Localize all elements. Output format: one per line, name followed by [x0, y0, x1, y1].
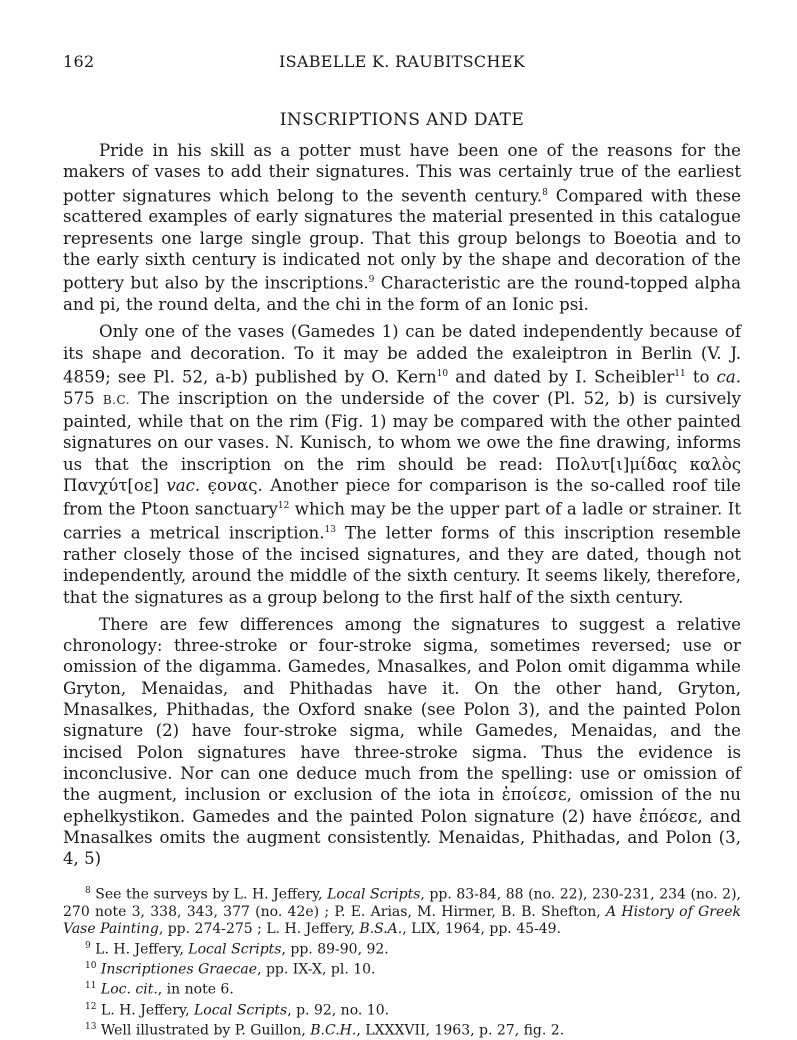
text-run: Pride in his skill as a potter must have been one of the reasons for the makers of vases to add their signatures. This was certainly true of the earliest potter signatures which belong to the seventh century.	[63, 141, 741, 206]
footnote-marker: 12	[277, 501, 290, 512]
italic-text: B.S.A.	[359, 920, 403, 937]
paragraph-2	[63, 321, 741, 607]
footnote-10	[63, 958, 741, 978]
text-run: Only one of the vases (Gamedes 1) can be dated independently because of its shape and decoration. To it may be added the exaleiptron in Berlin (V. J. 4859; see Pl. 52, a-b) published by O. Kern	[63, 322, 741, 387]
header-author: ISABELLE K. RAUBITSCHEK	[279, 52, 525, 71]
text-run: , LXXXVII, 1963, p. 27, fig. 2.	[356, 1022, 565, 1039]
running-header	[63, 52, 741, 76]
text-run: , pp. 89-90, 92.	[281, 941, 389, 958]
footnote-marker: 12	[85, 1001, 97, 1012]
small-caps-text: B.C.	[102, 392, 131, 407]
italic-text: A History of Greek Vase Painting	[63, 903, 741, 937]
footnote-marker: 10	[85, 960, 97, 971]
text-run: , pp. 83-84, 88 (no. 22), 230-231, 234 (no. 2), 270 note 3, 338, 343, 377 (no. 42e) ; P. E. Arias, M. Hirmer, B. B. Shefton,	[63, 887, 741, 920]
section-title: INSCRIPTIONS AND DATE	[279, 110, 525, 130]
text-run: , p. 92, no. 10.	[287, 1002, 390, 1019]
footnote-marker: 13	[324, 525, 336, 536]
paragraph-1	[63, 140, 741, 315]
footnote-marker: 8	[85, 886, 91, 897]
footnote-11	[63, 978, 741, 998]
greek-text: ϵ̣ονας.	[207, 476, 263, 496]
text-run: to	[685, 367, 717, 387]
greek-text: ἐπόεσε	[639, 806, 698, 826]
paragraph-3	[63, 614, 741, 870]
text-run	[200, 476, 207, 495]
footnote-9	[63, 938, 741, 958]
greek-text: Πολυτ[ι]μίδας καλὸς Παvχύτ[οε]	[63, 454, 742, 496]
footnote-marker: 13	[85, 1022, 97, 1033]
document-page	[63, 52, 741, 1040]
text-run: , and Mnasalkes omits the augment consistently. Menaidas, Phithadas, and Polon (3, 4, 5)	[63, 806, 741, 869]
text-run: , in note 6.	[157, 982, 234, 999]
text-run: Another piece for comparison is the so-called roof tile from the Ptoon sanctuary	[63, 476, 741, 519]
text-run: which may be the upper part of a ladle or strainer. It carries a metrical inscription.	[63, 499, 741, 543]
text-run: , LIX, 1964, pp. 45-49.	[402, 920, 562, 937]
body-text	[63, 140, 741, 869]
text-run: , omission of the nu ephelkystikon. Gamedes and the painted Polon signature (2) have	[63, 785, 741, 826]
footnote-marker: 9	[85, 940, 91, 951]
footnote-marker: 8	[542, 187, 548, 198]
text-run: L. H. Jeffery,	[90, 941, 189, 958]
footnote-marker: 11	[674, 369, 686, 380]
text-run: 575	[63, 388, 103, 408]
text-run: Well illustrated by P. Guillon,	[96, 1022, 311, 1039]
footnote-marker: 10	[436, 369, 449, 380]
footnote-8	[63, 883, 741, 937]
footnote-13	[63, 1019, 741, 1039]
greek-text: ἐποίεσε	[501, 785, 567, 805]
footnote-marker: 9	[368, 275, 375, 286]
footnote-marker: 11	[85, 981, 97, 992]
footnotes	[63, 883, 741, 1039]
text-run: Compared with these scattered examples of early signatures the material presented in this catalogue represents one large single group. That this group belongs to Boeotia and to the early sixth century is indicated not only by the shape and decoration of the pottery but also by the inscriptions.	[63, 186, 741, 293]
text-run: Characteristic are the round-topped alpha and pi, the round delta, and the chi in the form of an Ionic psi.	[63, 273, 741, 315]
text-run: The inscription on the underside of the cover (Pl. 52, b) is cursively painted, while that on the rim (Fig. 1) may be compared with the other painted signatures on our vases. N. Kunisch, to whom we owe the fine drawing, informs us that the inscription on the rim should be read:	[63, 388, 741, 474]
italic-text: Inscriptiones Graecae	[100, 961, 258, 978]
italic-text: Local Scripts	[193, 1002, 288, 1019]
italic-text: Local Scripts	[188, 941, 282, 958]
text-run: and dated by I. Scheibler	[448, 367, 675, 387]
italic-text: Local Scripts	[327, 887, 421, 904]
italic-text: B.C.H.	[310, 1022, 357, 1039]
text-run: , pp. 274-275 ; L. H. Jeffery,	[158, 920, 360, 937]
italic-text: ca.	[716, 367, 742, 387]
text-run: , pp. IX-X, pl. 10.	[257, 961, 376, 978]
text-run: L. H. Jeffery,	[96, 1002, 194, 1019]
text-run: There are few differences among the signatures to suggest a relative chronology: three-stroke or four-stroke sigma, sometimes reversed; use or omission of the digamma. Gamedes, Mnasalkes, and Polon omit digamma while Gryton, Menaidas, and Phithadas have it. On the other hand, Gryton, Mnasalkes, Phithadas, the Oxford snake (see Polon 3), and the painted Polon signature (2) have four-stroke sigma, while Gamedes, Menaidas, and the incised Polon signatures have three-stroke sigma. Thus the evidence is inconclusive. Nor can one deduce much from the spelling: use or omission of the augment, inclusion or exclusion of the iota in	[63, 614, 741, 805]
footnote-12	[63, 999, 741, 1019]
text-run: The letter forms of this inscription resemble rather closely those of the incised signatures, and they are dated, though not independently, around the middle of the sixth century. It seems likely, therefore, that the signatures as a group belong to the first half of the sixth century.	[63, 523, 741, 607]
page-number: 162	[63, 52, 95, 71]
italic-text: Loc. cit.	[100, 982, 158, 999]
italic-text: vac.	[166, 476, 201, 496]
text-run: See the surveys by L. H. Jeffery,	[90, 887, 328, 904]
